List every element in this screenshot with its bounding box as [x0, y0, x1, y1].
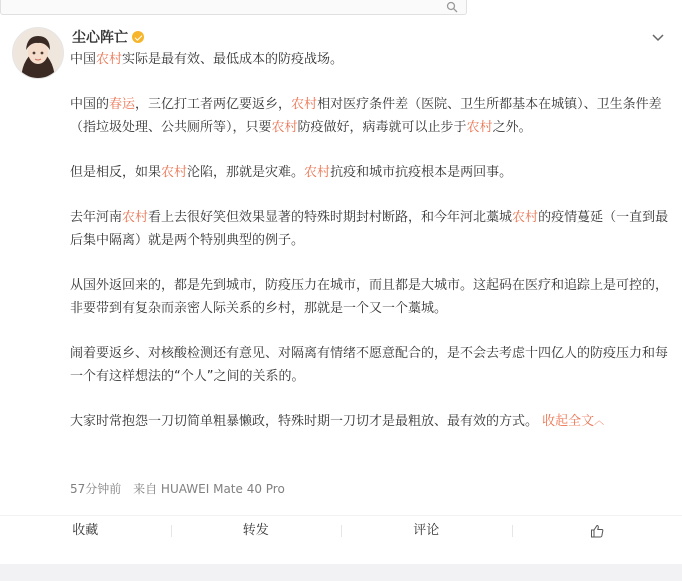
avatar-illustration: [13, 28, 63, 78]
like-button[interactable]: [512, 516, 682, 546]
paragraph-text: 相对医疗条件差（医院、卫生所都基本在城镇）、卫生条件差（指垃圾处理、公共厕所等），只要: [70, 97, 662, 135]
paragraph-text: 从国外返回来的，都是先到城市，防疫压力在城市，而且都是大城市。这起码在医疗和追踪上是可控的，非要带到有复杂而亲密人际关系的乡村，那就是一个又一个藁城。: [70, 278, 668, 316]
thumbs-up-icon: [590, 524, 604, 538]
post-paragraph: [70, 48, 670, 71]
paragraph-text: 的疫情蔓延（一直到最后集中隔离）就是两个特别典型的例子。: [70, 210, 668, 248]
post-paragraph: [70, 206, 670, 252]
paragraph-text: 中国的: [70, 97, 109, 112]
paragraph-text: 沦陷，那就是灾难。: [187, 165, 304, 180]
paragraph-text: ，三亿打工者两亿要返乡，: [135, 97, 291, 112]
favorite-label: 收藏: [72, 523, 98, 538]
keyword-link[interactable]: 农村: [96, 52, 122, 67]
bottom-strip: [0, 564, 682, 581]
paragraph-text: 抗疫和城市抗疫根本是两回事。: [330, 165, 512, 180]
repost-label: 转发: [243, 523, 269, 538]
collapse-full-text-link[interactable]: [542, 414, 604, 429]
action-bar: [0, 516, 682, 546]
post-time[interactable]: 57分钟前: [70, 482, 121, 496]
chevron-up-icon: ︿: [594, 410, 604, 433]
favorite-button[interactable]: [0, 516, 171, 546]
chevron-down-icon[interactable]: [650, 29, 666, 45]
post-source: 来自 HUAWEI Mate 40 Pro: [133, 482, 285, 496]
search-box[interactable]: [0, 0, 467, 15]
post-paragraph: [70, 93, 670, 139]
keyword-link[interactable]: 农村: [512, 210, 538, 225]
keyword-link[interactable]: 农村: [467, 120, 493, 135]
comment-button[interactable]: [341, 516, 512, 546]
paragraph-text: 防疫做好，病毒就可以止步于: [298, 120, 467, 135]
paragraph-text: 实际是最有效、最低成本的防疫战场。: [122, 52, 343, 67]
avatar[interactable]: [12, 27, 64, 79]
search-icon[interactable]: [446, 1, 458, 13]
vip-badge-icon: [132, 31, 144, 43]
paragraph-text: 之外。: [493, 120, 532, 135]
paragraph-text: 大家时常抱怨一刀切简单粗暴懒政，特殊时期一刀切才是最粗放、最有效的方式。: [70, 414, 542, 429]
repost-button[interactable]: [171, 516, 342, 546]
post-content: [70, 48, 670, 434]
weibo-post-card: [0, 18, 682, 563]
top-bar: [0, 0, 682, 18]
paragraph-text: 闹着要返乡、对核酸检测还有意见、对隔离有情绪不愿意配合的，是不会去考虑十四亿人的防疫压力和每一个有这样想法的“个人”之间的关系的。: [70, 346, 668, 384]
paragraph-text: 但是相反，如果: [70, 165, 161, 180]
keyword-link[interactable]: 春运: [109, 97, 135, 112]
keyword-link[interactable]: 农村: [272, 120, 298, 135]
keyword-link[interactable]: 农村: [122, 210, 148, 225]
post-meta: [70, 480, 293, 497]
post-paragraph: [70, 342, 670, 388]
collapse-label: 收起全文: [542, 414, 594, 429]
post-paragraph: [70, 161, 670, 184]
paragraph-text: 看上去很好笑但效果显著的特殊时期封村断路，和今年河北藁城: [148, 210, 512, 225]
keyword-link[interactable]: 农村: [161, 165, 187, 180]
comment-label: 评论: [413, 523, 439, 538]
post-paragraph: [70, 410, 670, 434]
paragraph-text: 中国: [70, 52, 96, 67]
paragraph-text: 去年河南: [70, 210, 122, 225]
username-text[interactable]: 尘心阵亡: [72, 27, 128, 47]
keyword-link[interactable]: 农村: [304, 165, 330, 180]
post-paragraph: [70, 274, 670, 320]
keyword-link[interactable]: 农村: [291, 97, 317, 112]
username[interactable]: [72, 27, 144, 47]
